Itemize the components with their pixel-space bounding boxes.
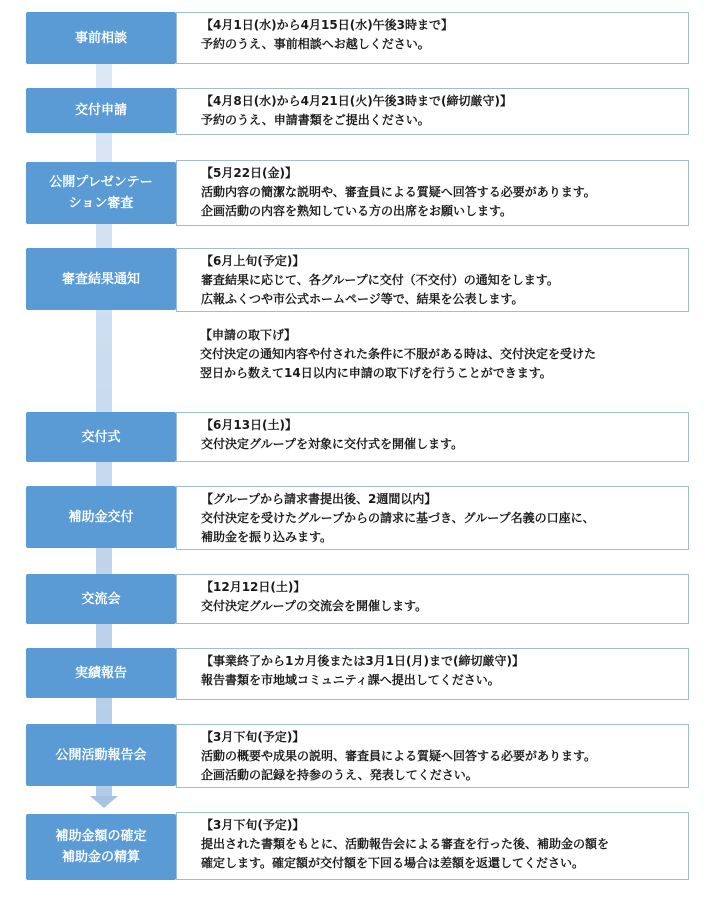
withdrawal-heading: 【申請の取下げ】 — [200, 328, 297, 342]
step-heading: 【3月下旬(予定)】 — [201, 818, 305, 832]
step-label-report — [26, 648, 176, 698]
step-text: 予約のうえ、申請書類をご提出ください。 — [201, 113, 430, 127]
step-text: 確定します。確定額が交付額を下回る場合は差額を返還してください。 — [201, 856, 585, 870]
step-heading: 【グループから請求書提出後、2週間以内】 — [201, 492, 437, 506]
step-text: 予約のうえ、事前相談へお越しください。 — [201, 37, 430, 51]
step-detail-presentation — [176, 160, 689, 226]
step-heading: 【5月22日(金)】 — [201, 166, 298, 180]
step-label-consultation — [26, 12, 176, 64]
step-text: 企画活動の内容を熟知している方の出席をお願いします。 — [201, 204, 513, 218]
step-detail-public-report — [176, 724, 689, 788]
step-text: 報告書類を市地域コミュニティ課へ提出してください。 — [201, 673, 500, 687]
step-label-application — [26, 88, 176, 133]
step-detail-settlement — [176, 812, 689, 880]
step-label-line: 交付申請 — [74, 103, 127, 118]
step-text: 交付決定グループの交流会を開催します。 — [201, 599, 428, 613]
step-label-line: 公開プレゼンテー — [49, 175, 153, 190]
step-detail-result — [176, 248, 689, 312]
step-heading: 【12月12日(土)】 — [201, 580, 306, 594]
step-label-line: ション審査 — [68, 196, 134, 211]
step-text: 企画活動の記録を持参のうえ、発表してください。 — [201, 768, 478, 782]
step-detail-report — [176, 648, 689, 700]
step-label-line: 補助金の精算 — [61, 850, 140, 865]
withdrawal-text: 交付決定の通知内容や付された条件に不服がある時は、交付決定を受けた — [200, 347, 597, 361]
flow-arrow-down-icon — [90, 796, 118, 808]
step-detail-consultation — [176, 12, 689, 64]
step-text: 交付決定グループを対象に交付式を開催します。 — [201, 437, 464, 451]
step-label-ceremony — [26, 412, 176, 462]
step-label-exchange — [26, 574, 176, 624]
step-detail-application — [176, 88, 689, 135]
step-label-settlement — [26, 814, 176, 880]
step-text: 補助金を振り込みます。 — [201, 530, 333, 544]
step-detail-ceremony — [176, 412, 689, 462]
step-text: 広報ふくつや市公式ホームページ等で、結果を公表します。 — [201, 292, 524, 306]
step-heading: 【6月上旬(予定)】 — [201, 254, 305, 268]
step-detail-grant — [176, 486, 689, 550]
step-heading: 【4月8日(水)から4月21日(火)午後3時まで(締切厳守)】 — [201, 94, 513, 108]
step-label-line: 補助金交付 — [68, 509, 134, 525]
step-text: 提出された書類をもとに、活動報告会による審査を行った後、補助金の額を — [201, 837, 610, 851]
step-text: 交付決定を受けたグループからの請求に基づき、グループ名義の口座に、 — [201, 511, 595, 525]
step-text: 活動内容の簡潔な説明や、審査員による質疑へ回答する必要があります。 — [201, 185, 596, 199]
step-label-result — [26, 248, 176, 310]
step-label-grant — [26, 486, 176, 548]
withdrawal-note — [176, 323, 689, 389]
step-heading: 【3月下旬(予定)】 — [201, 730, 305, 744]
step-label-line: 交流会 — [81, 591, 121, 607]
step-label-line: 事前相談 — [74, 30, 127, 46]
step-label-line: 実績報告 — [74, 665, 127, 681]
step-label-line: 公開活動報告会 — [55, 747, 147, 763]
step-heading: 【4月1日(水)から4月15日(水)午後3時まで】 — [201, 18, 454, 32]
step-label-line: 審査結果通知 — [61, 271, 140, 287]
step-detail-exchange — [176, 574, 689, 624]
withdrawal-text: 翌日から数えて14日以内に申請の取下げを行うことができます。 — [200, 366, 552, 380]
step-label-line: 補助金額の確定 — [55, 829, 147, 844]
step-heading: 【事業終了から1カ月後または3月1日(月)まで(締切厳守)】 — [201, 654, 524, 668]
step-label-line: 交付式 — [81, 429, 121, 445]
step-label-presentation — [26, 162, 176, 224]
step-heading: 【6月13日(土)】 — [201, 418, 298, 432]
step-label-public-report — [26, 724, 176, 786]
step-text: 審査結果に応じて、各グループに交付（不交付）の通知をします。 — [201, 273, 559, 287]
step-text: 活動の概要や成果の説明、審査員による質疑へ回答する必要があります。 — [201, 749, 597, 763]
